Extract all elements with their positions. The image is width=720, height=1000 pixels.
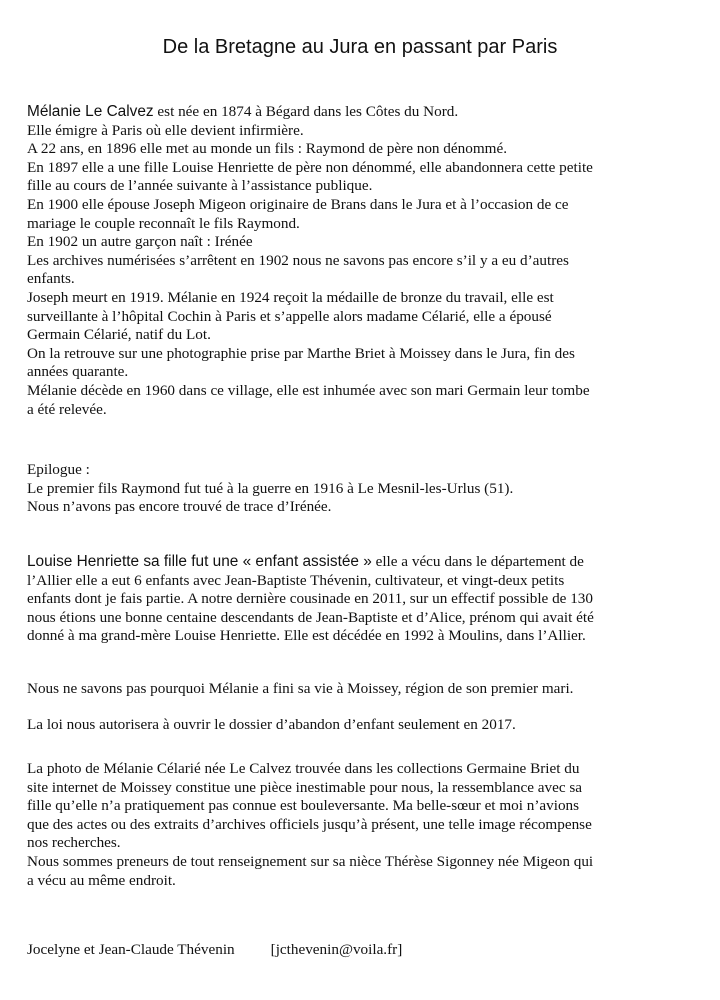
text-line: En 1897 elle a une fille Louise Henriette de père non dénommé, elle abandonnera cette petite (27, 158, 593, 176)
text-line: Joseph meurt en 1919. Mélanie en 1924 reçoit la médaille de bronze du travail, elle est (27, 288, 554, 306)
lead-phrase: Louise Henriette sa fille fut une « enfant assistée » (27, 553, 372, 570)
paragraph-photo (27, 760, 707, 890)
text-line: Nous n’avons pas encore trouvé de trace d’Irénée. (27, 498, 332, 516)
text-line: fille qu’elle n’a pratiquement pas connue est bouleversante. Ma belle-sœur et moi n’avions (27, 797, 580, 815)
paragraph-epilogue (27, 461, 707, 517)
text-line: Mélanie Le Calvez est née en 1874 à Bégard dans les Côtes du Nord. (27, 103, 459, 120)
text-line: mariage le couple reconnaît le fils Raymond. (27, 214, 300, 232)
lead-name: Mélanie Le Calvez (27, 103, 154, 120)
text-line: enfants. (27, 270, 75, 288)
text-line: Elle émigre à Paris où elle devient infirmière. (27, 121, 304, 139)
text-line: En 1902 un autre garçon naît : Irénée (27, 233, 253, 251)
text-line: Nous sommes preneurs de tout renseignement sur sa nièce Thérèse Sigonney née Migeon qui (27, 852, 594, 870)
paragraph-louise-henriette (27, 553, 707, 646)
document-title: De la Bretagne au Jura en passant par Paris (162, 36, 558, 58)
text-line: La photo de Mélanie Célarié née Le Calvez trouvée dans les collections Germaine Briet du (27, 760, 580, 777)
text-line: que des actes ou des extraits d’archives officiels jusqu’à présent, une telle image récompense (27, 815, 592, 833)
text-line: nos recherches. (27, 834, 121, 852)
text-line: En 1900 elle épouse Joseph Migeon originaire de Brans dans le Jura et à l’occasion de ce (27, 195, 569, 213)
signature (27, 941, 402, 960)
text-line: surveillante à l’hôpital Cochin à Paris et s’appelle alors madame Célarié, elle a épousé (27, 307, 552, 325)
epilogue-heading: Epilogue : (27, 461, 90, 478)
text-line: enfants dont je fais partie. A notre dernière cousinade en 2011, sur un effectif possible de 130 (27, 590, 593, 608)
paragraph-melanie (27, 103, 707, 419)
text-line: a vécu au même endroit. (27, 871, 176, 889)
signature-authors: Jocelyne et Jean-Claude Thévenin (27, 941, 235, 958)
text-line: A 22 ans, en 1896 elle met au monde un fils : Raymond de père non dénommé. (27, 140, 507, 158)
text-line: Louise Henriette sa fille fut une « enfant assistée » elle a vécu dans le département de (27, 553, 584, 570)
text-line: La loi nous autorisera à ouvrir le dossier d’abandon d’enfant seulement en 2017. (27, 716, 516, 733)
text-line: donné à ma grand-mère Louise Henriette. Elle est décédée en 1992 à Moulins, dans l’Allier. (27, 627, 586, 645)
text-line: Le premier fils Raymond fut tué à la guerre en 1916 à Le Mesnil-les-Urlus (51). (27, 479, 514, 497)
text-line: site internet de Moissey constitue une pièce inestimable pour nous, la ressemblance avec sa (27, 778, 583, 796)
text-line: l’Allier elle a eut 6 enfants avec Jean-Baptiste Thévenin, cultivateur, et vingt-deux petits (27, 571, 565, 589)
text-line: a été relevée. (27, 400, 107, 418)
text-line: Nous ne savons pas pourquoi Mélanie a fini sa vie à Moissey, région de son premier mari. (27, 680, 574, 697)
signature-email: [jcthevenin@voila.fr] (270, 941, 403, 958)
text-line: nous étions une bonne centaine descendants de Jean-Baptiste et d’Alice, prénom qui avait été (27, 608, 594, 626)
text-line: Mélanie décède en 1960 dans ce village, elle est inhumée avec son mari Germain leur tombe (27, 381, 590, 399)
text-line: années quarante. (27, 363, 129, 381)
paragraph-moissey (27, 680, 707, 699)
text-line: fille au cours de l’année suivante à l’assistance publique. (27, 177, 373, 195)
text-line: On la retrouve sur une photographie prise par Marthe Briet à Moissey dans le Jura, fin des (27, 344, 575, 362)
paragraph-law (27, 716, 707, 735)
text-line: Les archives numérisées s’arrêtent en 1902 nous ne savons pas encore s’il y a eu d’autres (27, 251, 569, 269)
text-line: Germain Célarié, natif du Lot. (27, 326, 211, 344)
